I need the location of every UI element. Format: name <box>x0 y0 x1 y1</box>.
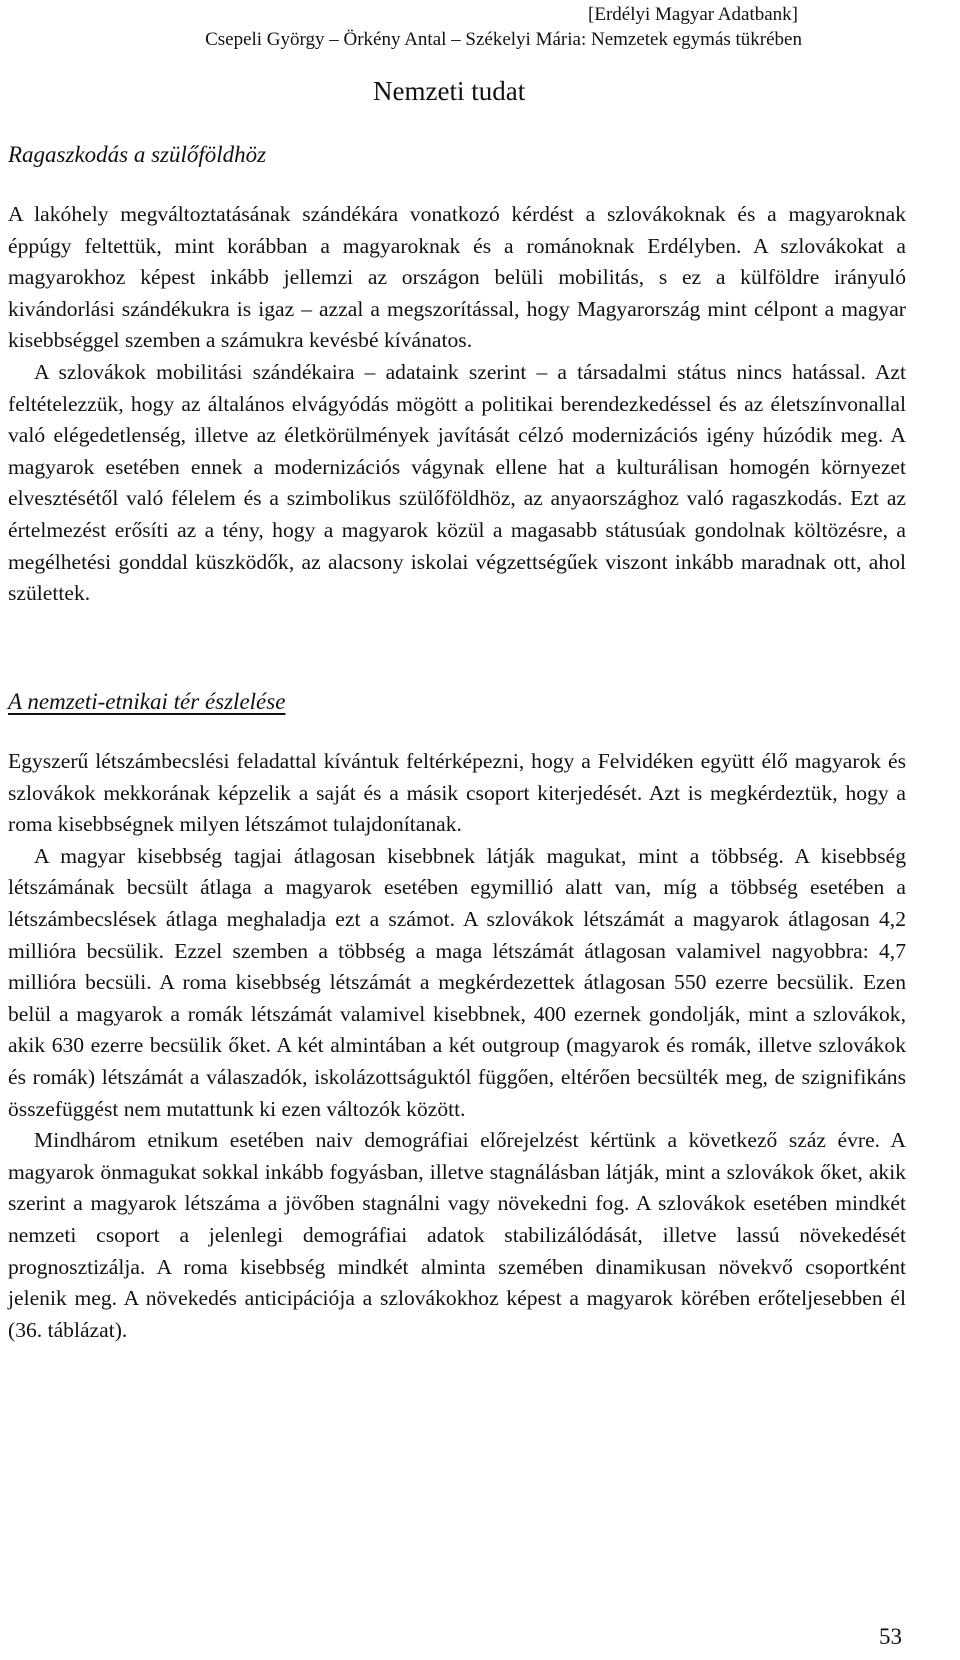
paragraph: A lakóhely megváltoztatásának szándékára vonatkozó kérdést a szlovákoknak és a magyaroknak éppúgy feltettük, mint korábban a magyaroknak és a románoknak Erdélyben. A szlovákokat a magyarokhoz képest inkább jellemzi az országon belüli mobilitás, s ez a külföldre irányuló kivándorlási szándékukra is igaz – azzal a megszorítással, hogy Magyarország mint célpont a magyar kisebbséggel szemben a számukra kevésbé kívánatos. <box>8 202 906 353</box>
page-header <box>0 2 960 52</box>
paragraph: Mindhárom etnikum esetében naiv demográfiai előrejelzést kértünk a következő száz évre. A magyarok önmagukat sokkal inkább fogyásban, illetve stagnálásban látják, mint a szlovákok őket, akik szerint a magyarok létszáma a jövőben stagnálni vagy növekedni fog. A szlovákok esetében mindkét nemzeti csoport a jelenlegi demográfiai adatok stabilizálódását, illetve lassú növekedését prognosztizálja. A roma kisebbség mindkét alminta szemében dinamikusan növekvő csoportként jelenik meg. A növekedés anticipációja a szlovákokhoz képest a magyarok körében erőteljesebben él (36. táblázat). <box>8 1128 906 1342</box>
subheading-ethnic-space: A nemzeti-etnikai tér észlelése <box>8 689 286 714</box>
section-title: Nemzeti tudat <box>373 76 526 106</box>
paragraph: A szlovákok mobilitási szándékaira – adataink szerint – a társadalmi státus nincs hatással. Azt feltételezzük, hogy az általános elvágyódás mögött a politikai berendezkedéssel és az életszínvonallal való elégedetlenség, illetve az életkörülmények javítását célzó modernizációs igény húzódik meg. A magyarok esetében ennek a modernizációs vágynak ellene hat a kulturálisan homogén környezet elvesztésétől való félelem és a szimbolikus szülőföldhöz, az anyaországhoz való ragaszkodás. Ezt az értelmezést erősíti az a tény, hogy a magyarok közül a magasabb státusúak gondolnak költözésre, a megélhetési gonddal küszködők, az alacsony iskolai végzettségűek viszont inkább maradnak ott, ahol születtek. <box>8 359 906 606</box>
paragraph: Egyszerű létszámbecslési feladattal kívántuk feltérképezni, hogy a Felvidéken együtt élő magyarok és szlovákok mekkorának képzelik a saját és a másik csoport kiterjedését. Azt is megkérdeztük, hogy a roma kisebbségnek milyen létszámot tulajdonítanak. <box>8 749 906 837</box>
subheading-homeland-attachment: Ragaszkodás a szülőföldhöz <box>8 142 267 167</box>
text-block-ethnic-space <box>8 746 906 1346</box>
paragraph: A magyar kisebbség tagjai átlagosan kisebbnek látják magukat, mint a többség. A kisebbség létszámának becsült átlaga a magyarok esetében egymillió alatt van, míg a többség esetében a létszámbecslések átlaga meghaladja ezt a számot. A szlovákok létszámát a magyarok átlagosan 4,2 millióra becsülik. Ezzel szemben a többség a maga létszámát átlagosan valamivel nagyobbra: 4,7 millióra becsüli. A roma kisebbség létszámát a megkérdezettek átlagosan 550 ezerre becsülik. Ezen belül a magyarok a romák létszámát valamivel kisebbnek, 400 ezernek gondolják, mint a szlovákok, akik 630 ezerre becsülik őket. A két almintában a két outgroup (magyarok és romák, illetve szlovákok és romák) létszámát a válaszadók, iskolázottságuktól függően, eltérően becsülték meg, de szignifikáns összefüggést nem mutattunk ki ezen változók között. <box>8 843 906 1121</box>
text-block-homeland <box>8 199 906 610</box>
source-label: [Erdélyi Magyar Adatbank] <box>588 4 798 25</box>
citation-line: Csepeli György – Örkény Antal – Székelyi Mária: Nemzetek egymás tükrében <box>205 29 802 50</box>
page-number: 53 <box>879 1624 902 1649</box>
